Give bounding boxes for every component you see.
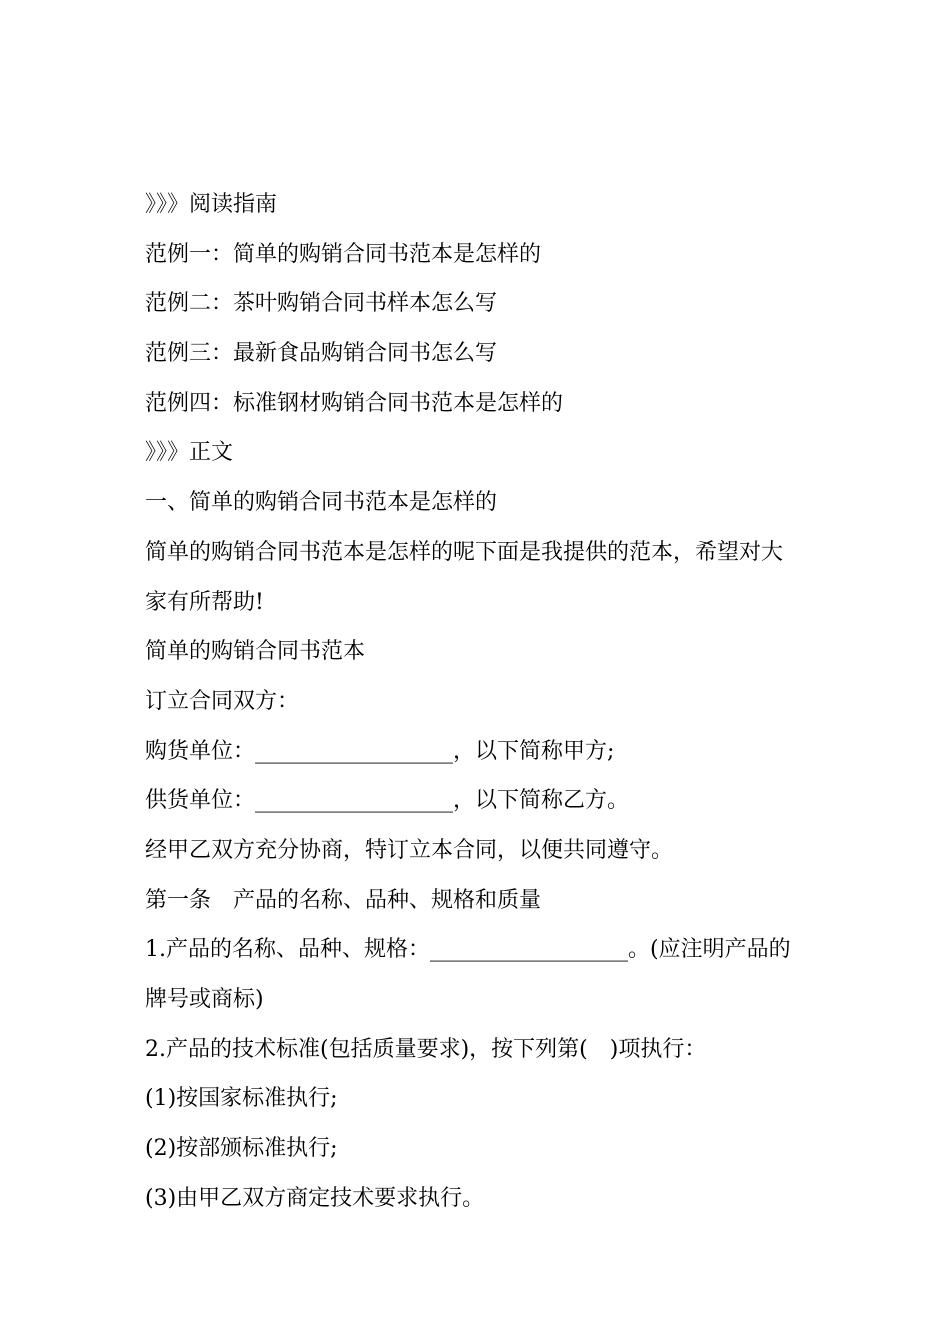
clause-line: 1.产品的名称、品种、规格：__________________。(应注明产品的 bbox=[145, 937, 791, 963]
toc-item-example-4: 范例四：标准钢材购销合同书范本是怎样的 bbox=[145, 390, 564, 416]
document-body bbox=[145, 180, 825, 1223]
section-heading: 一、简单的购销合同书范本是怎样的 bbox=[145, 490, 498, 516]
toc-item-example-2: 范例二：茶叶购销合同书样本怎么写 bbox=[145, 291, 498, 317]
clause-item: (3)由甲乙双方商定技术要求执行。 bbox=[145, 1185, 485, 1211]
toc-item-example-1: 范例一：简单的购销合同书范本是怎样的 bbox=[145, 241, 542, 267]
paragraph-line: 家有所帮助! bbox=[145, 589, 264, 615]
supplier-line: 供货单位：__________________，以下简称乙方。 bbox=[145, 788, 630, 814]
paragraph-line: 订立合同双方： bbox=[145, 688, 300, 714]
toc-item-example-3: 范例三：最新食品购销合同书怎么写 bbox=[145, 341, 498, 367]
clause-line: 2.产品的技术标准(包括质量要求)，按下列第( )项执行： bbox=[145, 1036, 707, 1062]
buyer-line: 购货单位：__________________，以下简称甲方; bbox=[145, 738, 615, 764]
paragraph-line: 经甲乙双方充分协商，特订立本合同，以便共同遵守。 bbox=[145, 837, 674, 863]
contract-title: 简单的购销合同书范本 bbox=[145, 639, 366, 665]
clause-line: 牌号或商标) bbox=[145, 987, 264, 1012]
clause-item: (1)按国家标准执行; bbox=[145, 1086, 338, 1112]
article-heading: 第一条 产品的名称、品种、规格和质量 bbox=[145, 887, 542, 913]
reading-guide-heading: 》》》阅读指南 bbox=[145, 192, 278, 217]
main-text-heading: 》》》正文 bbox=[145, 440, 234, 466]
paragraph-line: 简单的购销合同书范本是怎样的呢下面是我提供的范本，希望对大 bbox=[145, 539, 784, 565]
clause-item: (2)按部颁标准执行; bbox=[145, 1136, 338, 1162]
